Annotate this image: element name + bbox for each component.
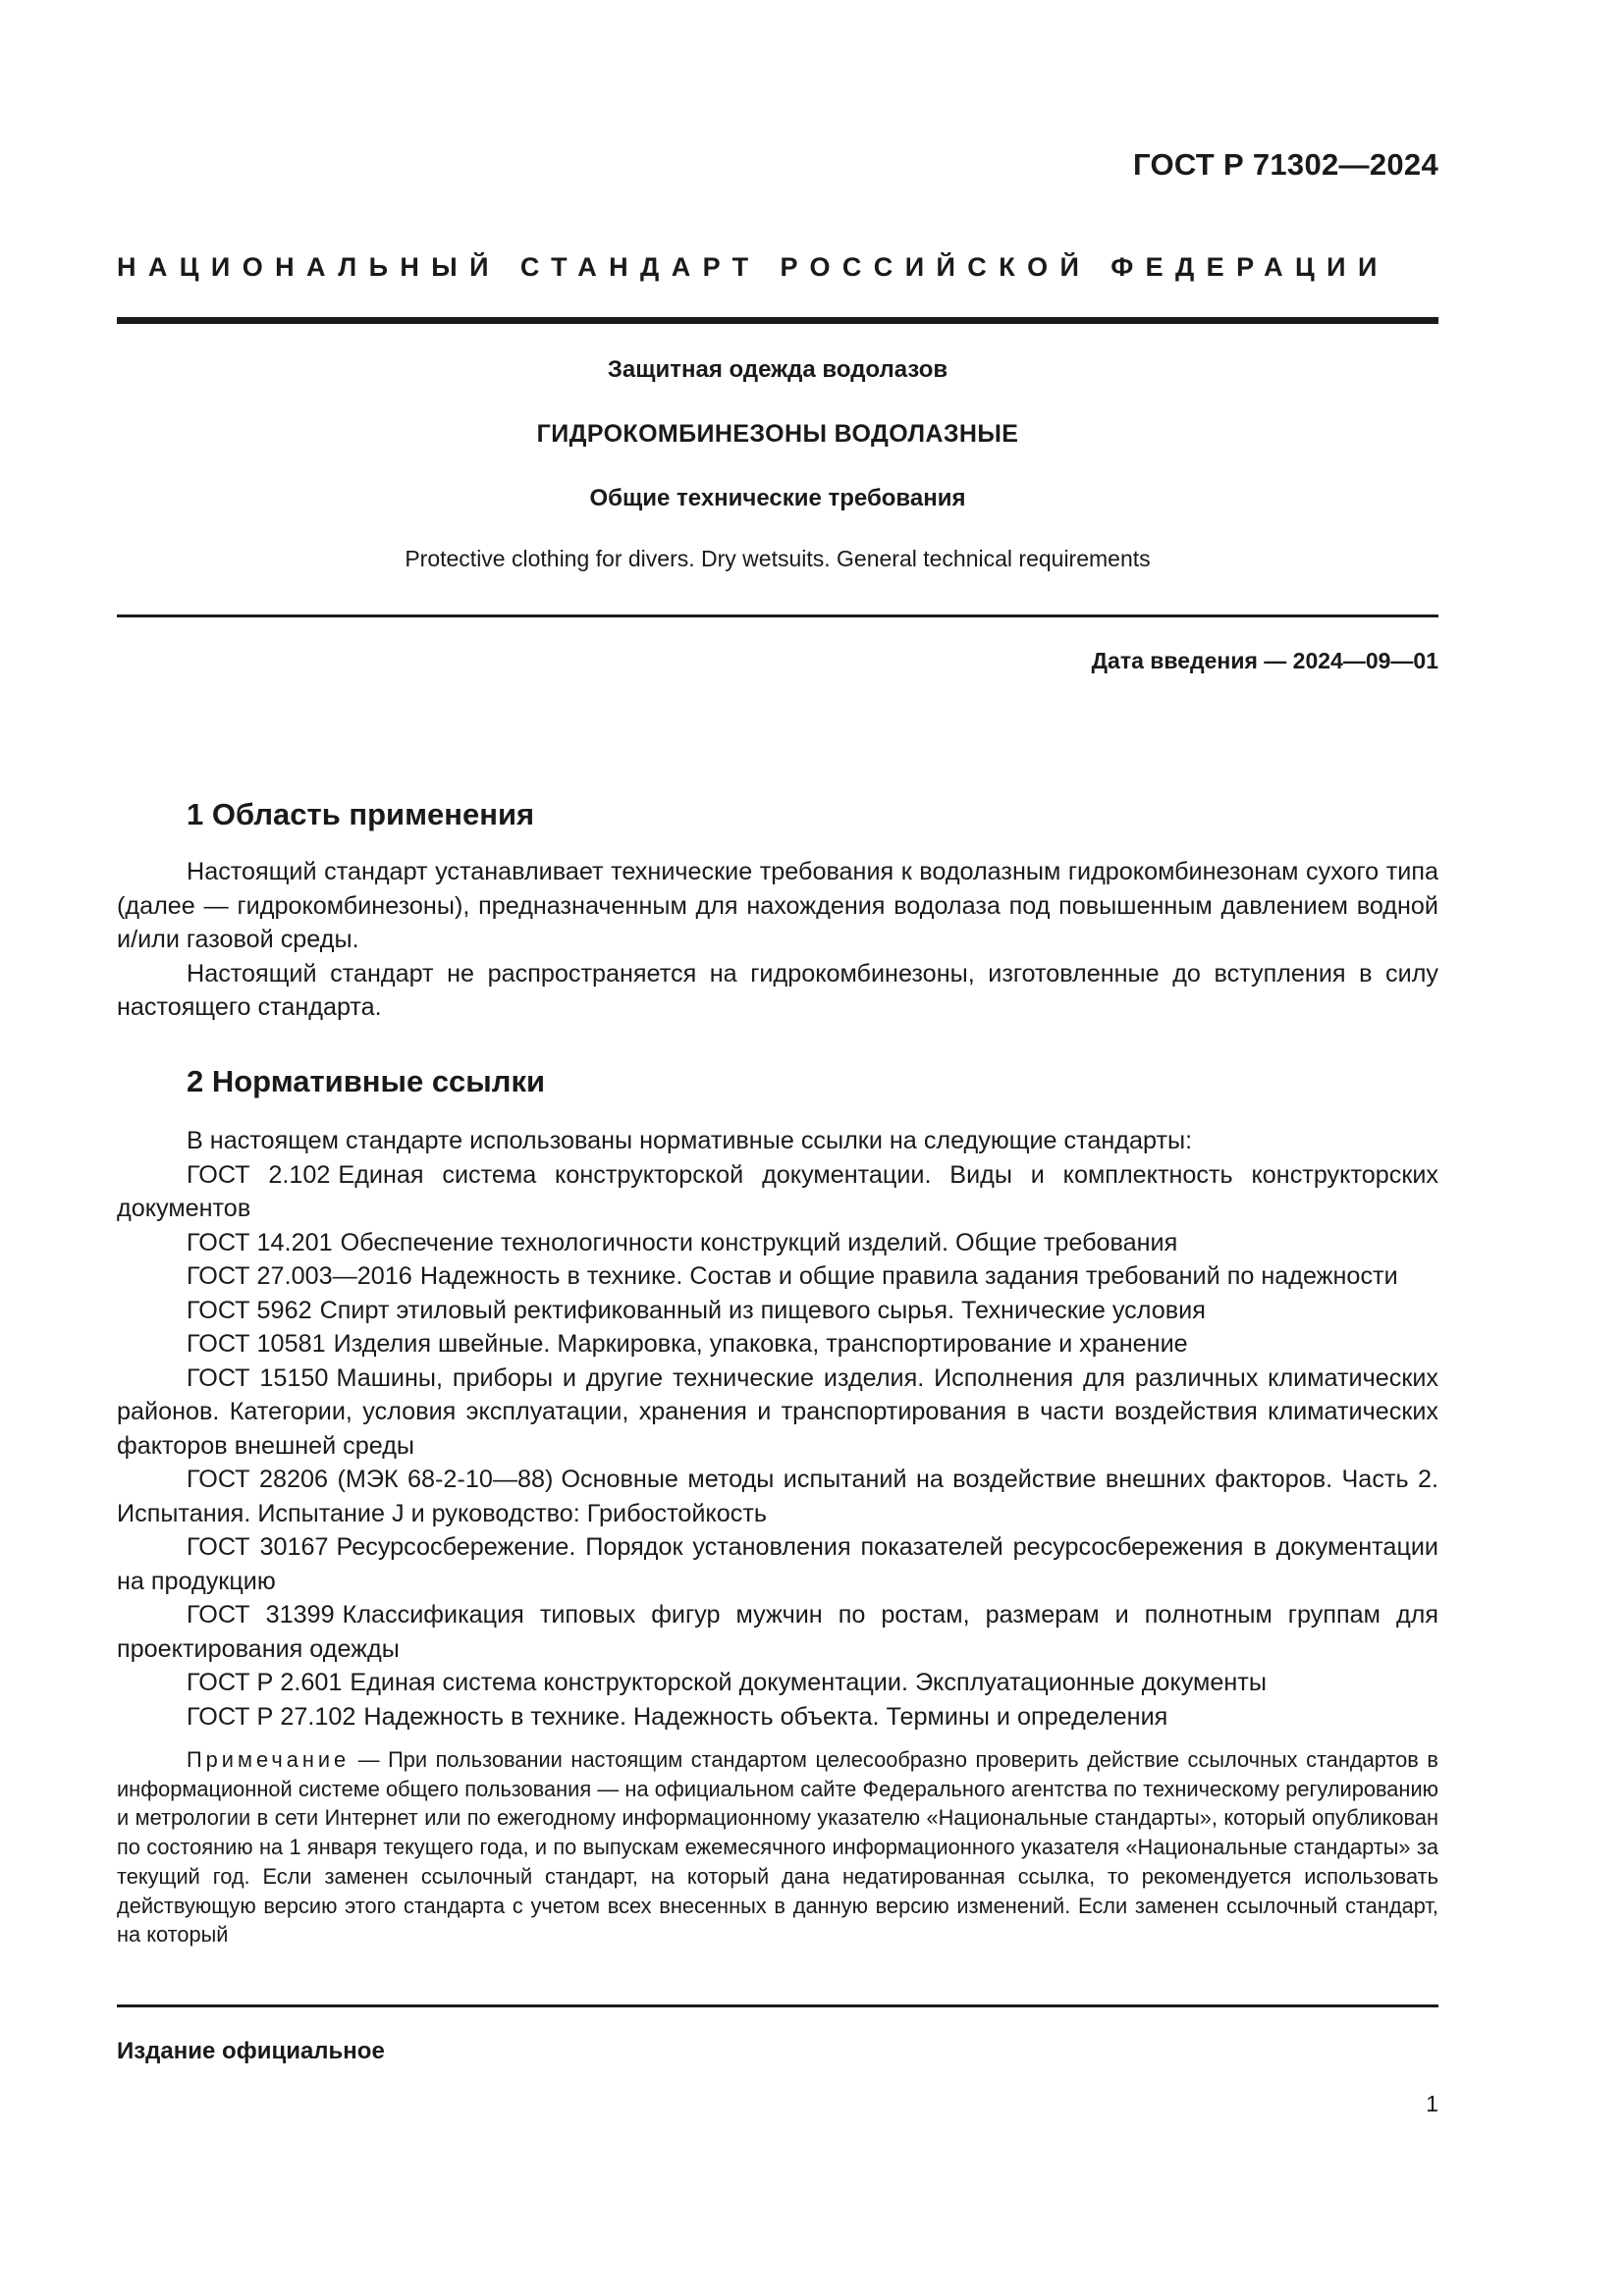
reference-code: ГОСТ 15150	[187, 1363, 329, 1392]
reference-code: ГОСТ 30167	[187, 1533, 329, 1561]
reference-title: Классификация типовых фигур мужчин по ростам, размерам и полнотным группам для проектирования одежды	[117, 1601, 1438, 1663]
section-2-heading: 2 Нормативные ссылки	[187, 1064, 546, 1098]
reference-code: ГОСТ 31399	[187, 1601, 335, 1629]
reference-code: ГОСТ Р 2.601	[187, 1669, 343, 1696]
reference-title: Единая система конструкторской документации. Виды и комплектность конструкторских документов	[117, 1160, 1438, 1222]
references-intro: В настоящем стандарте использованы нормативные ссылки на следующие стандарты:	[187, 1127, 1193, 1154]
reference-item	[117, 1327, 1438, 1362]
reference-item	[117, 1259, 1438, 1294]
section-1-body	[117, 855, 1438, 1025]
note-text: — При пользовании настоящим стандартом целесообразно проверить действие ссылочных стандартов в информационной системе общего пользования — на официальном сайте Федерального агентства по техническому регулированию и метрологии в сети Интернет или по ежегодному информационному указателю «Национальные стандарты», который опубликован по состоянию на 1 января текущего года, и по выпускам ежемесячного информационного указателя «Национальные стандарты» за текущий год. Если заменен ссылочный стандарт, на который дана недатированная ссылка, то рекомендуется использовать действующую версию этого стандарта с учетом всех внесенных в данную версию изменений. Если заменен ссылочный стандарт, на который	[117, 1747, 1438, 1948]
reference-title: Основные методы испытаний на воздействие внешних факторов. Часть 2. Испытания. Испытание J и руководство: Грибостойкость	[117, 1466, 1439, 1527]
references-note	[117, 1745, 1438, 1949]
title-line-2: ГИДРОКОМБИНЕЗОНЫ ВОДОЛАЗНЫЕ	[536, 420, 1019, 448]
gost-code: ГОСТ Р 71302—2024	[1133, 147, 1438, 182]
title-english: Protective clothing for divers. Dry wetsuits. General technical requirements	[405, 546, 1151, 571]
reference-code: ГОСТ 27.003—2016	[187, 1262, 412, 1290]
reference-code: ГОСТ 2.102	[187, 1160, 331, 1189]
reference-title: Ресурсосбережение. Порядок установления показателей ресурсосбережения в документации на продукцию	[117, 1533, 1439, 1595]
reference-code: ГОСТ Р 27.102	[187, 1702, 356, 1731]
official-edition-label: Издание официальное	[117, 2038, 385, 2064]
reference-item	[117, 1700, 1438, 1735]
reference-code: ГОСТ 5962	[187, 1296, 312, 1324]
reference-title: Спирт этиловый ректификованный из пищевого сырья. Технические условия	[319, 1296, 1206, 1324]
section-1-paragraph: Настоящий стандарт устанавливает технические требования к водолазным гидрокомбинезонам сухого типа (далее — гидрокомбинезоны), предназначенным для нахождения водолаза под повышенным давлением водной и/или газовой среды.	[117, 858, 1438, 953]
reference-title: Обеспечение технологичности конструкций изделий. Общие требования	[340, 1228, 1178, 1256]
reference-title: Единая система конструкторской документации. Эксплуатационные документы	[350, 1669, 1267, 1696]
reference-title: Изделия швейные. Маркировка, упаковка, транспортирование и хранение	[333, 1330, 1188, 1358]
reference-item	[117, 1530, 1438, 1598]
reference-title: Надежность в технике. Состав и общие правила задания требований по надежности	[419, 1262, 1398, 1290]
reference-item	[117, 1158, 1438, 1226]
reference-code: ГОСТ 10581	[187, 1330, 326, 1358]
introduction-date: Дата введения — 2024—09—01	[1091, 648, 1438, 673]
reference-item	[117, 1463, 1438, 1530]
reference-item	[117, 1598, 1438, 1666]
reference-title: Машины, приборы и другие технические изделия. Исполнения для различных климатических районов. Категории, условия эксплуатации, хранения и транспортирования в части воздействия климатических факторов внешней среды	[117, 1363, 1438, 1460]
title-divider	[117, 614, 1438, 617]
reference-item	[117, 1226, 1438, 1260]
reference-item	[117, 1362, 1438, 1464]
title-line-1: Защитная одежда водолазов	[607, 356, 948, 383]
reference-item	[117, 1666, 1438, 1700]
section-1-heading: 1 Область применения	[187, 797, 535, 831]
footer-divider	[117, 2004, 1438, 2007]
reference-code: ГОСТ 14.201	[187, 1228, 333, 1256]
header-divider-thick	[117, 317, 1438, 324]
section-1-paragraph: Настоящий стандарт не распространяется на гидрокомбинезоны, изготовленные до вступления в силу настоящего стандарта.	[117, 959, 1438, 1021]
note-label: Примечание	[187, 1747, 351, 1772]
national-standard-banner: НАЦИОНАЛЬНЫЙ СТАНДАРТ РОССИЙСКОЙ ФЕДЕРАЦИИ	[117, 252, 1389, 282]
section-2-body	[117, 1124, 1438, 1949]
page-number: 1	[1426, 2091, 1438, 2116]
reference-item	[117, 1294, 1438, 1328]
reference-code: ГОСТ 28206 (МЭК 68-2-10—88)	[187, 1466, 554, 1493]
reference-title: Надежность в технике. Надежность объекта. Термины и определения	[363, 1702, 1168, 1731]
title-line-3: Общие технические требования	[589, 485, 966, 511]
